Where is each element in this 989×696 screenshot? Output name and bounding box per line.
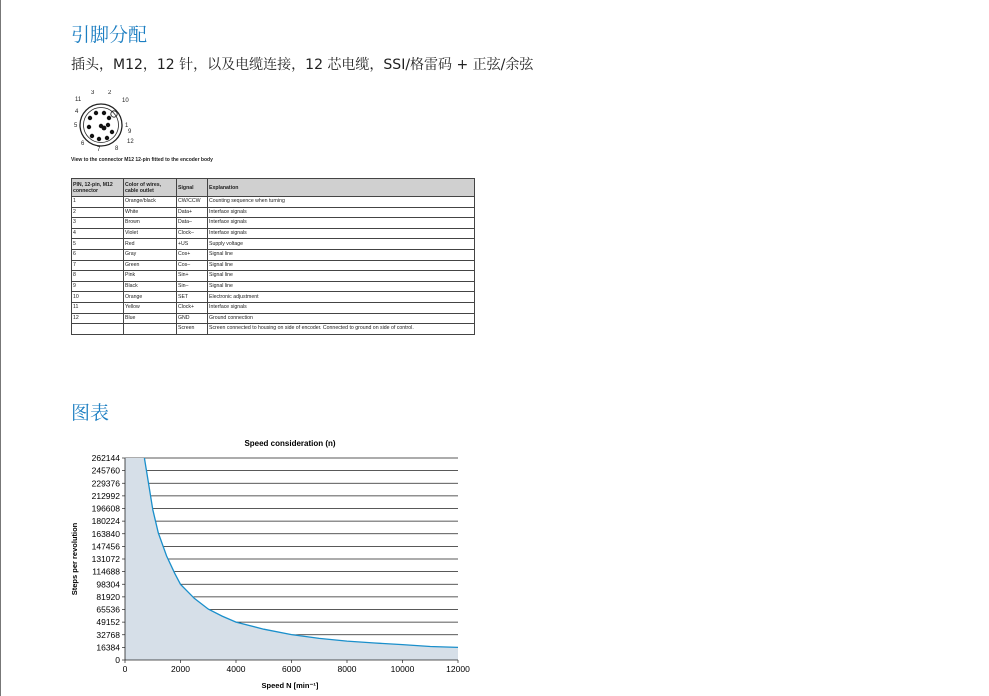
table-row <box>72 271 475 282</box>
x-tick-label: 2000 <box>171 664 190 674</box>
table-row <box>72 218 475 229</box>
cell-signal: +US <box>177 239 208 250</box>
connector-pin-label: 11 <box>75 97 82 103</box>
cell-pin: 12 <box>72 313 124 324</box>
cell-signal: Clock+ <box>177 302 208 313</box>
cell-explanation: Signal line <box>208 249 475 260</box>
y-tick-label: 163840 <box>91 528 120 539</box>
connector-pin-label: 10 <box>122 98 129 104</box>
cell-color <box>124 324 177 335</box>
connector-pin-7 <box>97 137 101 141</box>
chart-title: Speed consideration (n) <box>244 439 336 448</box>
cell-color: Yellow <box>124 302 177 313</box>
header-signal: Signal <box>177 179 208 197</box>
cell-explanation: Electronic adjustment <box>208 292 475 303</box>
cell-color: Violet <box>124 228 177 239</box>
cell-pin: 10 <box>72 292 124 303</box>
table-row <box>72 313 475 324</box>
y-tick-label: 229376 <box>91 478 120 489</box>
pin-assignment-table <box>71 178 475 335</box>
connector-pin-3 <box>94 111 98 115</box>
connector-pin-label: 12 <box>127 139 134 145</box>
connector-pin-10 <box>107 116 111 120</box>
connector-pin-label: 5 <box>74 123 78 129</box>
cell-pin: 2 <box>72 207 124 218</box>
cell-explanation: Signal line <box>208 271 475 282</box>
page-left-border <box>0 0 1 696</box>
cell-signal: Cos– <box>177 260 208 271</box>
table-row <box>72 302 475 313</box>
connector-pin-label: 3 <box>91 90 95 96</box>
cell-explanation: Counting sequence when turning <box>208 197 475 208</box>
x-axis-label: Speed N [min⁻¹] <box>261 681 319 690</box>
cell-pin: 9 <box>72 281 124 292</box>
table-row <box>72 239 475 250</box>
table-header-row <box>72 179 475 197</box>
table-row <box>72 292 475 303</box>
cell-signal: GND <box>177 313 208 324</box>
y-tick-label: 131072 <box>91 554 120 564</box>
y-tick-label: 32768 <box>96 629 120 640</box>
table-row <box>72 249 475 260</box>
connector-pin-6 <box>90 134 94 138</box>
connector-pin-label: 4 <box>75 109 79 115</box>
table-row <box>72 324 475 335</box>
y-tick-label: 180224 <box>91 516 120 527</box>
cell-color: Black <box>124 281 177 292</box>
y-tick-label: 98304 <box>96 579 120 590</box>
connector-pin-5 <box>87 125 91 129</box>
header-explanation: Explanation <box>208 179 475 197</box>
cell-color: Orange/black <box>124 197 177 208</box>
table-row <box>72 281 475 292</box>
connector-pin-label: 8 <box>115 146 119 152</box>
cell-signal: Sin+ <box>177 271 208 282</box>
connector-pin-label: 9 <box>128 129 132 135</box>
cell-explanation: Signal line <box>208 260 475 271</box>
connector-pin-8 <box>105 136 109 140</box>
cell-pin: 4 <box>72 228 124 239</box>
y-tick-label: 212992 <box>91 490 120 501</box>
x-tick-label: 4000 <box>226 664 246 674</box>
y-tick-label: 49152 <box>96 617 120 628</box>
cell-signal: Data+ <box>177 207 208 218</box>
speed-chart <box>60 432 480 696</box>
connector-pin-4 <box>88 116 92 120</box>
table-row <box>72 260 475 271</box>
y-tick-label: 245760 <box>91 465 120 476</box>
x-tick-label: 12000 <box>446 664 470 674</box>
connector-caption: View to the connector M12 12-pin fitted to the encoder body <box>71 157 213 163</box>
y-tick-label: 16384 <box>96 642 120 653</box>
x-tick-label: 6000 <box>282 664 301 674</box>
cell-color: Orange <box>124 292 177 303</box>
connector-pin-12 <box>102 126 107 131</box>
y-axis-label: Steps per revolution <box>70 522 79 596</box>
connector-pin-label: 7 <box>97 147 101 153</box>
cell-color: White <box>124 207 177 218</box>
cell-explanation: Screen connected to housing on side of encoder. Connected to ground on side of control. <box>208 324 475 335</box>
y-tick-label: 114688 <box>92 566 120 577</box>
cell-pin: 7 <box>72 260 124 271</box>
section-title-chart: 图表 <box>71 402 110 424</box>
y-tick-label: 147456 <box>91 541 120 552</box>
cell-signal: SET <box>177 292 208 303</box>
cell-explanation: Supply voltage <box>208 239 475 250</box>
section-title-pin-assignment: 引脚分配 <box>71 24 148 46</box>
cell-explanation: Ground connection <box>208 313 475 324</box>
cell-pin: 8 <box>72 271 124 282</box>
connector-pin-label: 6 <box>81 141 85 147</box>
cell-signal: Data– <box>177 218 208 229</box>
y-tick-label: 65536 <box>96 604 120 615</box>
header-color: Color of wires, cable outlet <box>124 179 177 197</box>
cell-color: Pink <box>124 271 177 282</box>
x-tick-label: 10000 <box>390 664 415 674</box>
y-tick-label: 0 <box>115 655 120 665</box>
cell-explanation: Interface signals <box>208 228 475 239</box>
x-tick-label: 0 <box>122 664 128 674</box>
y-tick-label: 81920 <box>96 591 120 602</box>
cell-color: Green <box>124 260 177 271</box>
cell-signal: Cos+ <box>177 249 208 260</box>
cell-explanation: Interface signals <box>208 302 475 313</box>
header-pin: PIN, 12-pin, M12 connector <box>72 179 124 197</box>
cell-pin: 3 <box>72 218 124 229</box>
connector-pin-label: 1 <box>125 123 129 129</box>
cell-signal: CW/CCW <box>177 197 208 208</box>
cell-color: Gray <box>124 249 177 260</box>
x-tick-label: 8000 <box>337 664 357 674</box>
section-subtitle: 插头，M12，12 针，以及电缆连接，12 芯电缆，SSI/格雷码 + 正弦/余弦 <box>71 57 534 73</box>
table-row <box>72 197 475 208</box>
connector-pin-9 <box>110 130 114 134</box>
connector-pin-label: 2 <box>108 90 112 96</box>
y-tick-label: 262144 <box>91 453 120 463</box>
cell-signal: Sin– <box>177 281 208 292</box>
cell-signal: Screen <box>177 324 208 335</box>
connector-pin-1 <box>106 123 110 127</box>
cell-explanation: Interface signals <box>208 207 475 218</box>
table-row <box>72 228 475 239</box>
connector-pin-2 <box>102 111 106 115</box>
cell-explanation: Signal line <box>208 281 475 292</box>
cell-pin <box>72 324 124 335</box>
cell-pin: 6 <box>72 249 124 260</box>
cell-pin: 5 <box>72 239 124 250</box>
cell-color: Brown <box>124 218 177 229</box>
cell-color: Red <box>124 239 177 250</box>
cell-pin: 11 <box>72 302 124 313</box>
table-row <box>72 207 475 218</box>
connector-diagram <box>71 90 141 156</box>
cell-color: Blue <box>124 313 177 324</box>
cell-pin: 1 <box>72 197 124 208</box>
cell-explanation: Interface signals <box>208 218 475 229</box>
y-tick-label: 196608 <box>91 503 120 514</box>
cell-signal: Clock– <box>177 228 208 239</box>
